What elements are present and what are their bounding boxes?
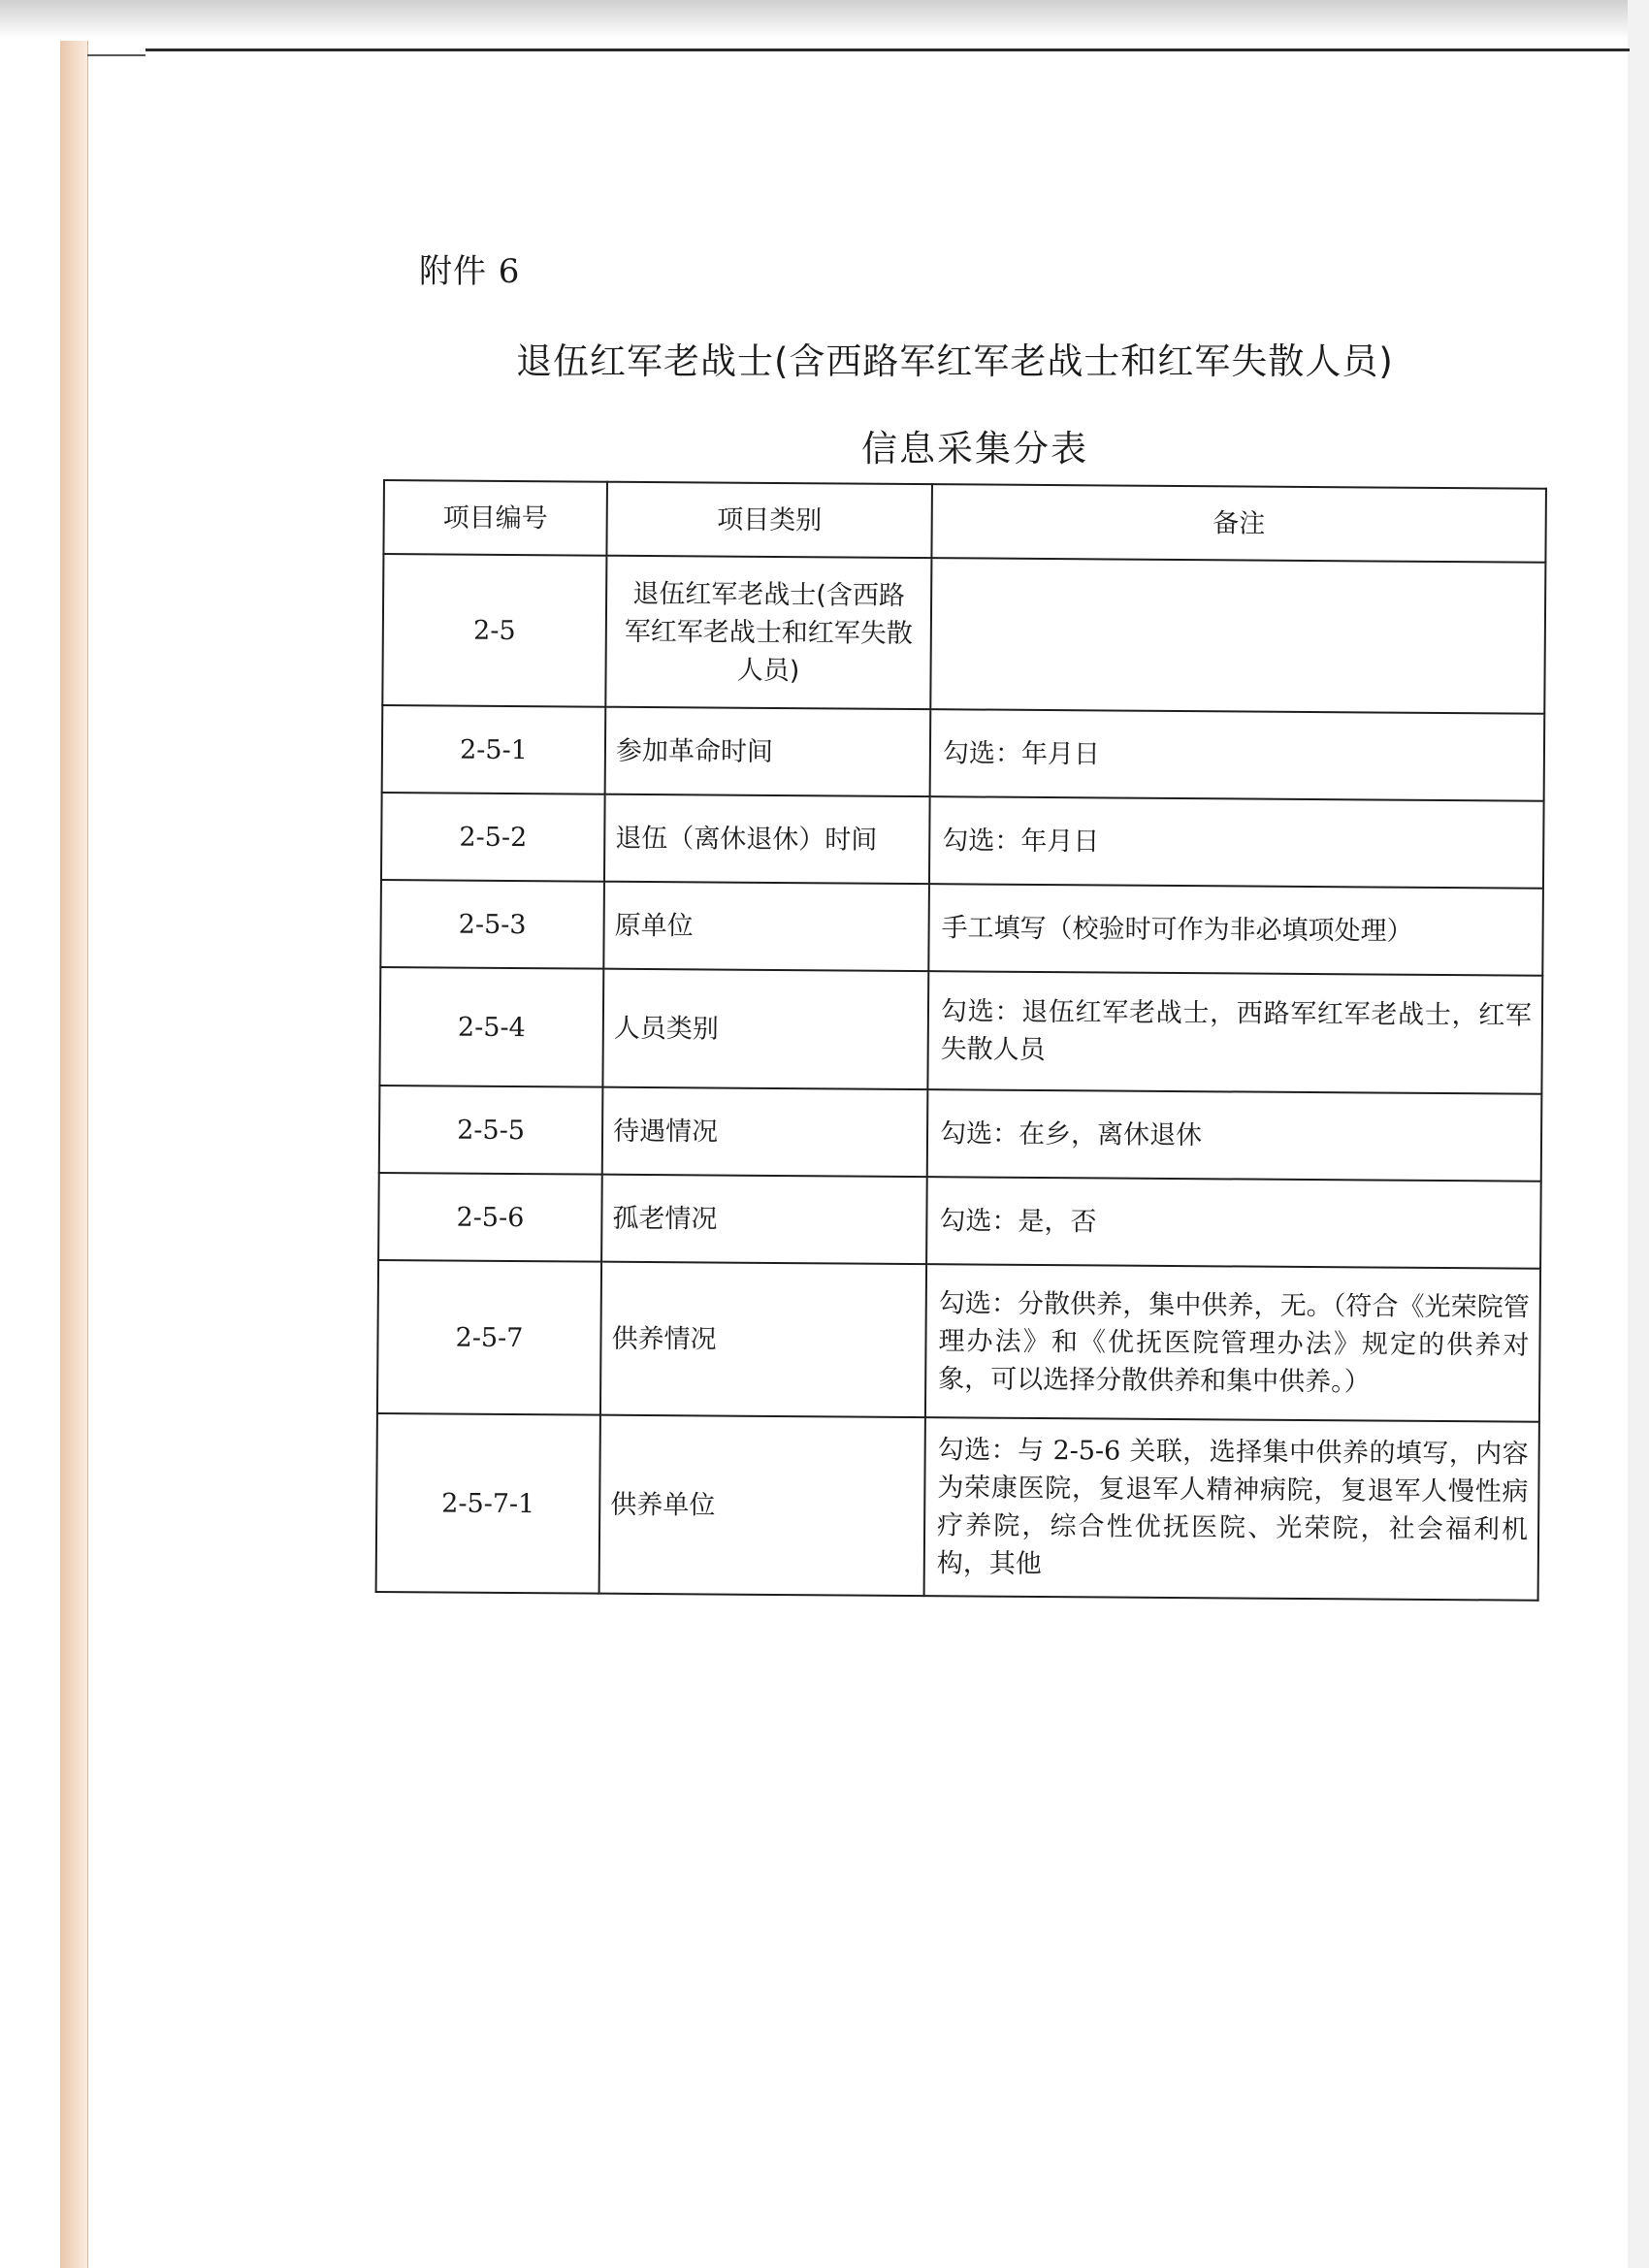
cell-category: 退伍（离休退休）时间: [604, 794, 930, 884]
cell-category: 退伍红军老战士(含西路军红军老战士和红军失散人员): [605, 556, 931, 709]
scan-right-edge: [1628, 0, 1649, 2268]
cell-category: 人员类别: [602, 969, 928, 1089]
cell-code: 2-5-2: [381, 793, 605, 882]
cell-code: 2-5-1: [382, 705, 606, 794]
page-edge: [60, 41, 88, 2268]
cell-category: 原单位: [603, 882, 929, 971]
cell-code: 2-5-7: [377, 1260, 601, 1415]
cell-note: 勾选：年月日: [930, 709, 1545, 801]
document-subtitle: 信息采集分表: [861, 428, 1088, 470]
header-category: 项目类别: [606, 482, 932, 558]
table-row: [381, 793, 1544, 889]
document-title: 退伍红军老战士(含西路军红军老战士和红军失散人员): [516, 340, 1394, 382]
scan-top-shadow: [0, 0, 1649, 39]
table-row: [376, 1413, 1539, 1601]
table-row: [379, 1085, 1542, 1182]
cell-category: 待遇情况: [602, 1087, 928, 1177]
table-row: [382, 554, 1545, 714]
page-top-line-left: [87, 54, 146, 56]
cell-code: 2-5-3: [380, 880, 604, 969]
cell-category: 供养情况: [600, 1262, 926, 1417]
header-code: 项目编号: [383, 480, 607, 556]
attachment-label: 附件 6: [419, 252, 521, 291]
cell-note: 手工填写（校验时可作为非必填项处理）: [928, 884, 1543, 976]
cell-note: 勾选：年月日: [929, 796, 1544, 889]
table-row: [382, 705, 1545, 801]
cell-note: 勾选：分散供养，集中供养，无。（符合《光荣院管理办法》和《优抚医院管理办法》规定的供养对象，可以选择分散供养和集中供养。）: [925, 1264, 1540, 1422]
cell-note: 勾选：退伍红军老战士，西路军红军老战士，红军失散人员: [927, 971, 1542, 1094]
header-note: 备注: [931, 484, 1546, 563]
cell-code: 2-5: [382, 554, 606, 707]
table-row: [378, 1173, 1541, 1269]
cell-note: 勾选：与 2-5-6 关联，选择集中供养的填写，内容为荣康医院，复退军人精神病院，复退军人慢性病疗养院，综合性优抚医院、光荣院，社会福利机构，其他: [924, 1417, 1539, 1601]
table-row: [379, 967, 1542, 1094]
cell-category: 参加革命时间: [605, 707, 931, 796]
table-container: [375, 479, 1545, 1602]
cell-category: 供养单位: [599, 1415, 925, 1596]
cell-code: 2-5-6: [378, 1173, 602, 1262]
cell-note: 勾选：是，否: [926, 1177, 1541, 1269]
cell-code: 2-5-7-1: [376, 1413, 600, 1594]
cell-category: 孤老情况: [601, 1175, 927, 1264]
cell-code: 2-5-4: [379, 967, 603, 1087]
info-table: [375, 479, 1547, 1602]
table-header-row: [383, 480, 1546, 563]
page-top-line: [146, 49, 1630, 51]
table-row: [380, 880, 1543, 976]
cell-note: [930, 558, 1545, 714]
cell-note: 勾选：在乡，离休退休: [927, 1089, 1542, 1182]
table-row: [377, 1260, 1540, 1422]
cell-code: 2-5-5: [379, 1085, 603, 1175]
